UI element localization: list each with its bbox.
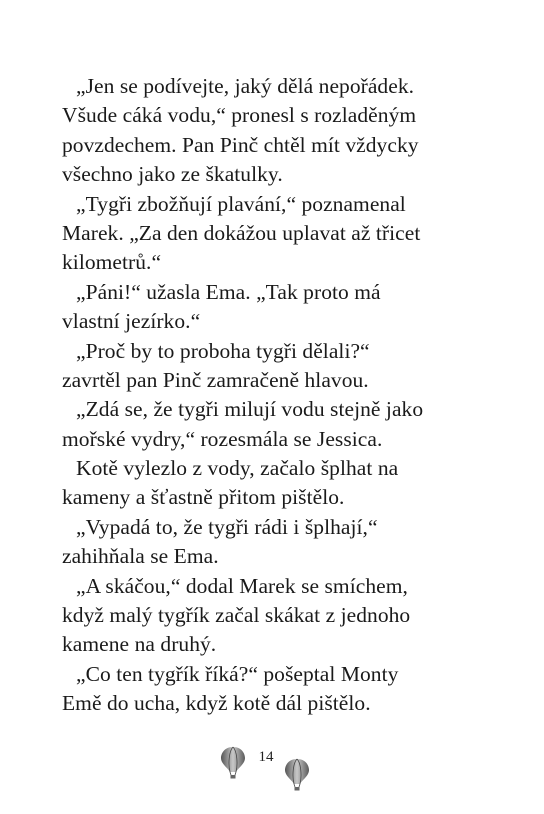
hot-air-balloon-icon <box>284 758 310 797</box>
text-line: Marek. „Za den dokážou uplavat až třicet <box>62 220 421 245</box>
text-line: vlastní jezírko.“ <box>62 309 201 334</box>
page-number: 14 <box>258 749 274 765</box>
text-line: kamene na druhý. <box>62 632 217 657</box>
text-line: mořské vydry,“ rozesmála se Jessica. <box>62 426 383 451</box>
text-line: všechno jako ze škatulky. <box>62 162 283 187</box>
text-line: „Tygři zbožňují plavání,“ poznamenal <box>76 191 406 216</box>
page-footer <box>0 744 544 788</box>
text-line: kilometrů.“ <box>62 250 162 275</box>
text-line: „Zdá se, že tygři milují vodu stejně jako <box>76 397 424 422</box>
text-line: „Páni!“ užasla Ema. „Tak proto má <box>76 279 381 304</box>
text-line: zavrtěl pan Pinč zamračeně hlavou. <box>62 367 369 392</box>
text-line: povzdechem. Pan Pinč chtěl mít vždycky <box>62 132 419 157</box>
text-line: „Jen se podívejte, jaký dělá nepořádek. <box>76 74 415 98</box>
text-line: Všude cáká vodu,“ pronesl s rozladěným <box>62 103 417 128</box>
text-line: když malý tygřík začal skákat z jednoho <box>62 603 411 628</box>
text-line: Emě do ucha, když kotě dál pištělo. <box>62 691 371 716</box>
hot-air-balloon-icon <box>220 746 246 785</box>
page-body-text <box>62 72 492 719</box>
text-line: „Proč by to proboha tygři dělali?“ <box>76 338 370 363</box>
text-line: „A skáčou,“ dodal Marek se smíchem, <box>76 573 408 598</box>
text-line: zahihňala se Ema. <box>62 544 219 569</box>
text-line: „Vypadá to, že tygři rádi i šplhají,“ <box>76 514 378 539</box>
text-line: Kotě vylezlo z vody, začalo šplhat na <box>76 456 399 481</box>
text-line: „Co ten tygřík říká?“ pošeptal Monty <box>76 661 399 686</box>
text-line: kameny a šťastně přitom pištělo. <box>62 485 345 510</box>
